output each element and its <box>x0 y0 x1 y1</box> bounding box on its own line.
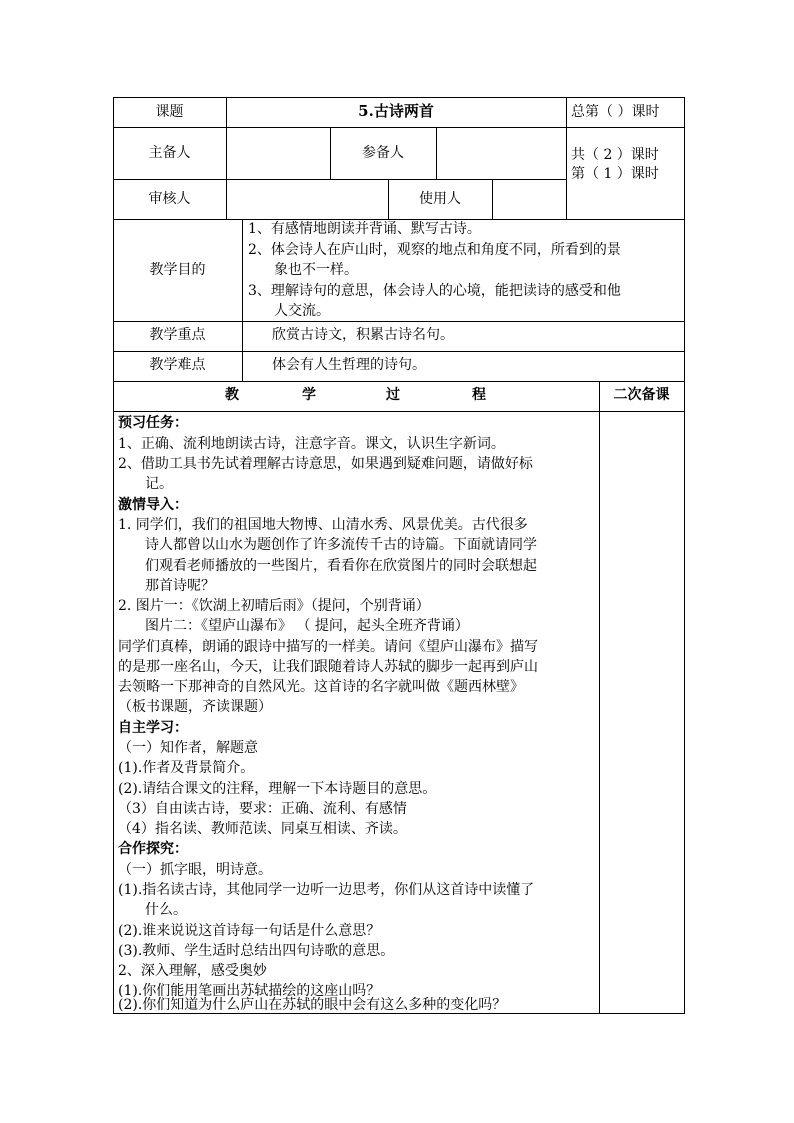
key-point-value: 欣赏古诗文，积累古诗名句。 <box>272 327 454 343</box>
process-line: (3).教师、学生适时总结出四句诗歌的意思。 <box>118 943 395 959</box>
process-line: (1).作者及背景简介。 <box>118 760 255 776</box>
process-line: 记。 <box>145 476 173 492</box>
process-line: 2、借助工具书先试着理解古诗意思，如果遇到疑难问题，请做好标 <box>118 456 533 472</box>
reviewer-label: 审核人 <box>148 191 191 207</box>
process-line: (2).请结合课文的注释，理解一下本诗题目的意思。 <box>118 781 437 797</box>
process-line: 1、正确、流利地朗读古诗，注意字音。课文，认识生字新词。 <box>118 436 505 452</box>
goal-line: 2、体会诗人在庐山时，观察的地点和角度不同，所看到的景 <box>248 242 621 258</box>
section-heading: 合作探究： <box>118 841 188 857</box>
process-line: (2).你们知道为什么庐山在苏轼的眼中会有这么多种的变化吗？ <box>118 997 507 1013</box>
secondary-prep-heading: 二次备课 <box>613 387 670 403</box>
difficulty-value: 体会有人生哲理的诗句。 <box>272 357 426 373</box>
key-point-label: 教学重点 <box>149 327 206 343</box>
process-heading-char: 程 <box>472 387 486 403</box>
process-line: （一）抓字眼，明诗意。 <box>118 862 272 878</box>
process-line: 图片二：《望庐山瀑布》 （ 提问，起头全班齐背诵） <box>145 618 469 634</box>
goal-line: 3、理解诗句的意思，体会诗人的心境，能把读诗的感受和他 <box>248 283 621 299</box>
process-line: 的是那一座名山，今天，让我们跟随着诗人苏轼的脚步一起再到庐山 <box>118 659 538 675</box>
total-hours: 总第（ ）课时 <box>571 104 660 120</box>
section-heading: 预习任务： <box>118 415 188 431</box>
process-line: 2、深入理解，感受奥妙 <box>118 963 267 979</box>
process-line: (2).谁来说说这首诗每一句话是什么意思？ <box>118 923 381 939</box>
process-line: 2. 图片一：《饮湖上初晴后雨》（提问，个别背诵） <box>118 598 430 614</box>
process-line: 同学们真棒，朗诵的跟诗中描写的一样美。请问《望庐山瀑布》描写 <box>118 639 538 655</box>
process-line: (1).指名读古诗，其他同学一边听一边思考，你们从这首诗中读懂了 <box>118 882 535 898</box>
chief-preparer-label: 主备人 <box>148 145 191 161</box>
process-line: 去领略一下那神奇的自然风光。这首诗的名字就叫做《题西林壁》 <box>118 679 524 695</box>
user-label: 使用人 <box>419 191 461 207</box>
goals-label: 教学目的 <box>149 262 206 278</box>
section-heading: 激情导入： <box>118 497 188 513</box>
process-line: 1. 同学们，我们的祖国地大物博、山清水秀、风景优美。古代很多 <box>118 517 528 533</box>
process-line: （3）自由读古诗，要求：正确、流利、有感情 <box>118 801 407 817</box>
difficulty-label: 教学难点 <box>149 357 206 373</box>
process-heading-char: 过 <box>386 387 400 403</box>
hours-current: 第（ 1 ）课时 <box>571 166 659 182</box>
topic-label: 课题 <box>155 104 184 120</box>
process-line: 诗人都曾以山水为题创作了许多流传千古的诗篇。下面就请同学 <box>145 537 537 553</box>
goal-line: 象也不一样。 <box>274 262 358 278</box>
process-line: （4）指名读、教师范读、同桌互相读、齐读。 <box>118 821 407 837</box>
goal-line: 1、有感情地朗读并背诵、默写古诗。 <box>248 221 481 237</box>
process-line: 们观看老师播放的一些图片，看看你在欣赏图片的同时会联想起 <box>145 558 537 574</box>
process-line: （板书课题，齐读课题） <box>118 699 272 715</box>
process-line: (1).你们能用笔画出苏轼描绘的这座山吗？ <box>118 983 381 999</box>
process-line: （一）知作者，解题意 <box>118 740 258 756</box>
process-heading-char: 学 <box>302 387 316 403</box>
process-line: 那首诗呢？ <box>145 578 215 594</box>
process-line: 什么。 <box>145 902 187 918</box>
section-heading: 自主学习： <box>118 720 188 736</box>
co-preparer-label: 参备人 <box>362 145 404 161</box>
goal-line: 人交流。 <box>274 303 330 319</box>
hours-total: 共（ 2 ）课时 <box>571 147 659 163</box>
process-heading-char: 教 <box>225 387 239 403</box>
lesson-title: 5.古诗两首 <box>358 102 434 120</box>
